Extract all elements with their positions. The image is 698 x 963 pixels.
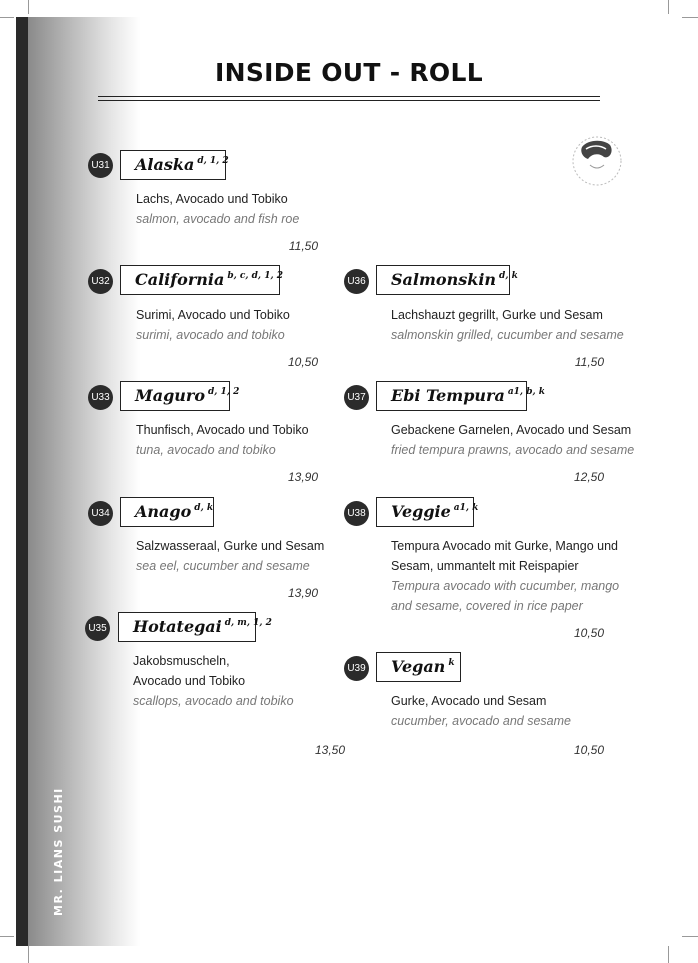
item-code-badge: U35 bbox=[85, 616, 110, 641]
item-desc-en: surimi, avocado and tobiko bbox=[136, 328, 285, 342]
sushi-illustration bbox=[570, 133, 624, 189]
item-name: Anago bbox=[135, 502, 192, 521]
item-name: Hotategai bbox=[133, 617, 222, 636]
item-code-badge: U38 bbox=[344, 501, 369, 526]
crop-mark bbox=[682, 936, 698, 937]
item-code-badge: U33 bbox=[88, 385, 113, 410]
item-allergens: a1, b, k bbox=[507, 387, 545, 397]
item-code-badge: U39 bbox=[344, 656, 369, 681]
brand-label: MR. LIANS SUSHI bbox=[52, 787, 65, 916]
item-code-badge: U37 bbox=[344, 385, 369, 410]
item-name-box bbox=[120, 265, 283, 295]
crop-mark bbox=[682, 17, 698, 18]
item-name: Alaska bbox=[135, 155, 195, 174]
title-rule bbox=[98, 96, 600, 97]
item-desc-de: Gurke, Avocado und Sesam bbox=[391, 694, 547, 708]
item-code-badge: U36 bbox=[344, 269, 369, 294]
item-name-box bbox=[120, 497, 214, 527]
item-desc-de: Thunfisch, Avocado und Tobiko bbox=[136, 423, 309, 437]
item-allergens: d, k bbox=[194, 503, 214, 513]
page-title: INSIDE OUT - ROLL bbox=[215, 58, 483, 87]
item-name-box bbox=[376, 265, 518, 295]
item-code-badge: U34 bbox=[88, 501, 113, 526]
item-name-box bbox=[376, 381, 545, 411]
crop-mark bbox=[28, 946, 29, 963]
crop-mark bbox=[0, 936, 14, 937]
item-desc-en: scallops, avocado and tobiko bbox=[133, 694, 294, 708]
item-allergens: d, 1, 2 bbox=[208, 387, 240, 397]
title-rule bbox=[98, 100, 600, 101]
item-desc-de: Lachs, Avocado und Tobiko bbox=[136, 192, 288, 206]
item-price: 10,50 bbox=[573, 743, 604, 757]
item-desc-en: salmonskin grilled, cucumber and sesame bbox=[391, 328, 624, 342]
item-allergens: d, 1, 2 bbox=[197, 156, 229, 166]
item-desc-de: Tempura Avocado mit Gurke, Mango und bbox=[391, 539, 618, 553]
item-price: 10,50 bbox=[573, 626, 604, 640]
crop-mark bbox=[28, 0, 29, 14]
item-price: 12,50 bbox=[573, 470, 604, 484]
item-allergens: d, m, 1, 2 bbox=[224, 618, 272, 628]
item-code-badge: U32 bbox=[88, 269, 113, 294]
item-desc-de: Sesam, ummantelt mit Reispapier bbox=[391, 559, 579, 573]
item-desc-de: Salzwasseraal, Gurke und Sesam bbox=[136, 539, 325, 553]
item-name: Salmonskin bbox=[391, 270, 497, 289]
item-desc-de: Avocado und Tobiko bbox=[133, 674, 246, 688]
item-code-badge: U31 bbox=[88, 153, 113, 178]
item-price: 13,90 bbox=[287, 470, 318, 484]
item-allergens: b, c, d, 1, 2 bbox=[227, 271, 283, 281]
item-allergens: k bbox=[448, 658, 455, 668]
item-price: 11,50 bbox=[574, 355, 604, 369]
item-desc-en: and sesame, covered in rice paper bbox=[391, 599, 583, 613]
item-name-box bbox=[376, 652, 461, 682]
item-name-box bbox=[120, 381, 240, 411]
sidebar-bar bbox=[16, 17, 28, 946]
item-desc-de: Jakobsmuscheln, bbox=[133, 654, 230, 668]
item-name: California bbox=[135, 270, 225, 289]
item-allergens: a1, k bbox=[453, 503, 479, 513]
crop-mark bbox=[0, 17, 14, 18]
item-price: 10,50 bbox=[287, 355, 318, 369]
item-desc-en: sea eel, cucumber and sesame bbox=[136, 559, 310, 573]
item-desc-de: Surimi, Avocado und Tobiko bbox=[136, 308, 290, 322]
item-desc-en: cucumber, avocado and sesame bbox=[391, 714, 571, 728]
item-desc-en: fried tempura prawns, avocado and sesame bbox=[391, 443, 635, 457]
item-name-box bbox=[376, 497, 479, 527]
item-price: 13,50 bbox=[314, 743, 345, 757]
item-allergens: d, k bbox=[499, 271, 518, 281]
item-name-box bbox=[120, 150, 229, 180]
item-desc-en: salmon, avocado and fish roe bbox=[136, 212, 300, 226]
item-name: Maguro bbox=[135, 386, 205, 405]
crop-mark bbox=[668, 946, 669, 963]
crop-mark bbox=[668, 0, 669, 14]
item-name-box bbox=[118, 612, 272, 642]
item-desc-de: Lachshauzt gegrillt, Gurke und Sesam bbox=[391, 308, 603, 322]
item-desc-en: Tempura avocado with cucumber, mango bbox=[391, 579, 620, 593]
item-desc-de: Gebackene Garnelen, Avocado und Sesam bbox=[391, 423, 632, 437]
item-price: 13,90 bbox=[287, 586, 318, 600]
item-price: 11,50 bbox=[288, 239, 318, 253]
item-desc-en: tuna, avocado and tobiko bbox=[136, 443, 276, 457]
item-name: Veggie bbox=[391, 502, 451, 521]
item-name: Vegan bbox=[391, 657, 446, 676]
item-name: Ebi Tempura bbox=[391, 386, 505, 405]
